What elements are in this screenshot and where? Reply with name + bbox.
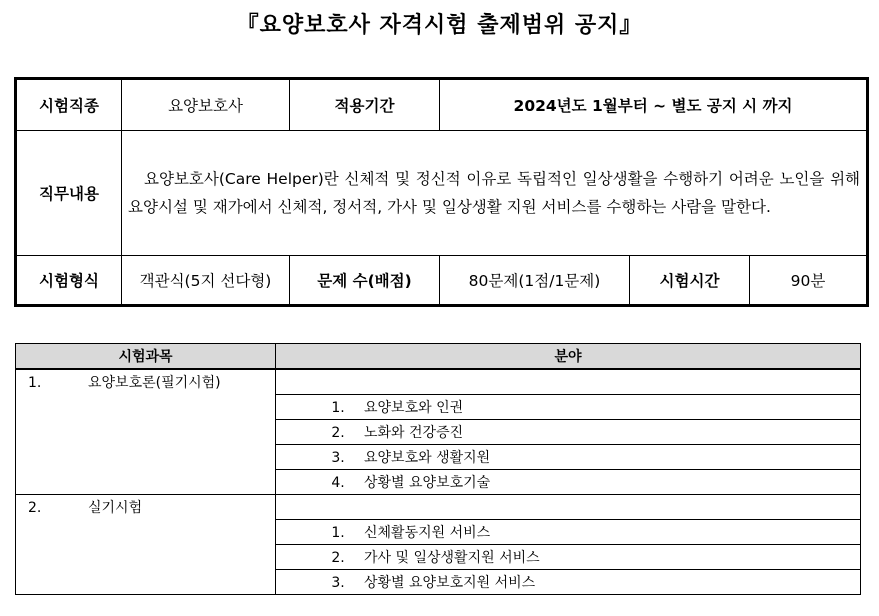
value-exam-format: 객관식(5지 선다형) bbox=[122, 256, 290, 306]
field-number: 4. bbox=[331, 475, 345, 491]
label-question-count: 문제 수(배점) bbox=[290, 256, 440, 306]
label-exam-format: 시험형식 bbox=[16, 256, 122, 306]
subject-name: 실기시험 bbox=[88, 500, 143, 517]
table-row bbox=[16, 395, 861, 420]
page-title: 『요양보호사 자격시험 출제범위 공지』 bbox=[236, 13, 643, 38]
field-cell bbox=[276, 570, 861, 595]
field-cell bbox=[276, 445, 861, 470]
field-text: 상황별 요양보호지원 서비스 bbox=[364, 575, 536, 591]
label-duty: 직무내용 bbox=[16, 131, 122, 256]
field-text: 상황별 요양보호기술 bbox=[364, 475, 491, 491]
label-apply-period: 적용기간 bbox=[290, 79, 440, 131]
field-text: 신체활동지원 서비스 bbox=[364, 525, 491, 541]
field-cell bbox=[276, 470, 861, 495]
value-apply-period: 2024년도 1월부터 ~ 별도 공지 시 까지 bbox=[440, 79, 868, 131]
table-row bbox=[16, 445, 861, 470]
field-number: 2. bbox=[331, 550, 345, 566]
table-row bbox=[16, 495, 861, 520]
duty-description: 요양보호사(Care Helper)란 신체적 및 정신적 이유로 독립적인 일상생활을 수행하기 어려운 노인을 위해 요양시설 및 재가에서 신체적, 정서적, 가사 및 일상생활 지원 서비스를 수행하는 사람을 말한다. bbox=[128, 170, 861, 216]
subject-cell bbox=[16, 495, 276, 520]
field-number: 1. bbox=[331, 525, 345, 541]
header-field: 분야 bbox=[276, 344, 861, 370]
table-row bbox=[16, 570, 861, 595]
table-row bbox=[16, 369, 861, 395]
header-subject: 시험과목 bbox=[16, 344, 276, 370]
subject-number: 1. bbox=[28, 375, 42, 392]
table-row bbox=[16, 545, 861, 570]
value-exam-type: 요양보호사 bbox=[122, 79, 290, 131]
exam-info-table bbox=[14, 77, 869, 307]
table-row bbox=[16, 470, 861, 495]
field-number: 3. bbox=[331, 450, 345, 466]
field-cell bbox=[276, 545, 861, 570]
field-number: 1. bbox=[331, 400, 345, 416]
value-exam-time: 90분 bbox=[750, 256, 868, 306]
empty-cell bbox=[276, 495, 861, 520]
field-number: 2. bbox=[331, 425, 345, 441]
field-cell bbox=[276, 520, 861, 545]
field-cell bbox=[276, 395, 861, 420]
empty-cell bbox=[276, 369, 861, 395]
value-question-count: 80문제(1점/1문제) bbox=[440, 256, 630, 306]
field-text: 가사 및 일상생활지원 서비스 bbox=[364, 550, 540, 566]
value-duty bbox=[122, 131, 868, 256]
field-text: 요양보호와 생활지원 bbox=[364, 450, 491, 466]
subject-name: 요양보호론(필기시험) bbox=[88, 375, 221, 392]
label-exam-type: 시험직종 bbox=[16, 79, 122, 131]
subject-number: 2. bbox=[28, 500, 42, 517]
subject-cell bbox=[16, 369, 276, 395]
field-text: 노화와 건강증진 bbox=[364, 425, 464, 441]
field-text: 요양보호와 인권 bbox=[364, 400, 464, 416]
table-row bbox=[16, 420, 861, 445]
label-exam-time: 시험시간 bbox=[630, 256, 750, 306]
field-number: 3. bbox=[331, 575, 345, 591]
table-row bbox=[16, 520, 861, 545]
field-cell bbox=[276, 420, 861, 445]
subjects-table bbox=[15, 343, 861, 595]
